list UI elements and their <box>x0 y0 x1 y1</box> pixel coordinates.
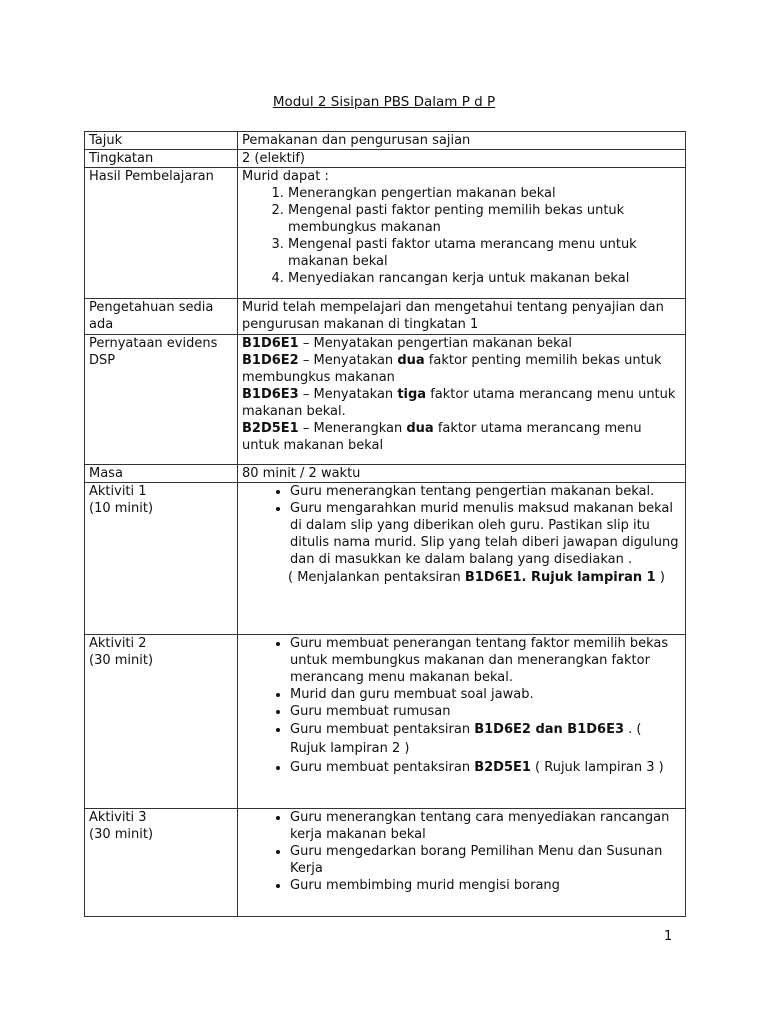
aktiviti-3-item: • Guru menerangkan tentang cara menyediakan rancangan kerja makanan bekal <box>290 809 681 843</box>
note-text: ) <box>655 570 665 585</box>
value-aktiviti-2 <box>238 635 686 809</box>
aktiviti-3-duration: (30 minit) <box>89 827 154 842</box>
evidence-code: B1D6E2 <box>242 353 299 368</box>
value-aktiviti-3 <box>238 809 686 917</box>
label-masa: Masa <box>85 465 238 483</box>
page-number: 1 <box>664 929 673 944</box>
aktiviti-2-item <box>290 720 681 758</box>
label-pernyataan: Pernyataan evidens DSP <box>85 335 238 465</box>
value-masa: 80 minit / 2 waktu <box>238 465 686 483</box>
evidence-text: – Menyatakan pengertian makanan bekal <box>298 336 573 351</box>
aktiviti-1-duration: (10 minit) <box>89 501 154 516</box>
evidence-text: – Menyatakan <box>298 353 398 368</box>
evidence-text: faktor penting memilih bekas untuk membungkus makanan <box>242 353 662 385</box>
label-aktiviti-1 <box>85 483 238 635</box>
aktiviti-2-title: Aktiviti 2 <box>89 636 147 651</box>
value-hasil <box>238 168 686 299</box>
value-pernyataan <box>238 335 686 465</box>
item-text: ( Rujuk lampiran 3 ) <box>530 760 664 775</box>
evidence-text: faktor utama merancang menu untuk makanan bekal. <box>242 387 676 419</box>
evidence-text: – Menyatakan <box>298 387 398 402</box>
aktiviti-1-title: Aktiviti 1 <box>89 484 147 499</box>
value-pengetahuan: Murid telah mempelajari dan mengetahui tentang penyajian dan pengurusan makanan di tingkatan 1 <box>238 299 686 335</box>
aktiviti-1-item: • Guru menerangkan tentang pengertian makanan bekal. <box>290 483 681 500</box>
hasil-item: 4. Menyediakan rancangan kerja untuk makanan bekal <box>288 270 681 287</box>
evidence-emphasis: dua <box>406 421 434 436</box>
evidence-emphasis: dua <box>397 353 425 368</box>
evidence-text: – Menerangkan <box>298 421 407 436</box>
hasil-item: 3. Mengenal pasti faktor utama merancang menu untuk makanan bekal <box>288 236 681 270</box>
aktiviti-3-item: • Guru mengedarkan borang Pemilihan Menu dan Susunan Kerja <box>290 843 681 877</box>
aktiviti-2-item: • Murid dan guru membuat soal jawab. <box>290 686 681 703</box>
evidence-text: faktor utama merancang menu untuk makanan bekal <box>242 421 642 453</box>
item-text: Guru membuat pentaksiran <box>290 760 475 775</box>
hasil-item: 2. Mengenal pasti faktor penting memilih bekas untuk membungkus makanan <box>288 202 681 236</box>
value-aktiviti-1 <box>238 483 686 635</box>
note-emphasis: B1D6E1. Rujuk lampiran 1 <box>464 570 656 585</box>
row-aktiviti-3 <box>85 809 686 917</box>
evidence-code: B2D5E1 <box>242 421 299 436</box>
aktiviti-1-list <box>242 483 681 568</box>
row-tingkatan <box>85 150 686 168</box>
aktiviti-1-assessment-note <box>242 568 681 587</box>
row-tajuk <box>85 132 686 150</box>
row-aktiviti-2 <box>85 635 686 809</box>
evidence-code: B1D6E3 <box>242 387 299 402</box>
label-tajuk: Tajuk <box>85 132 238 150</box>
aktiviti-2-duration: (30 minit) <box>89 653 154 668</box>
hasil-list <box>242 185 681 287</box>
evidence-item <box>242 335 681 352</box>
hasil-intro: Murid dapat : <box>242 169 329 184</box>
evidence-emphasis: tiga <box>397 387 427 402</box>
item-emphasis: B2D5E1 <box>474 760 531 775</box>
item-text: . ( Rujuk lampiran 2 ) <box>290 722 642 756</box>
evidence-item <box>242 386 681 420</box>
value-tingkatan: 2 (elektif) <box>238 150 686 168</box>
item-emphasis: B1D6E2 dan B1D6E3 <box>474 722 625 737</box>
label-pengetahuan: Pengetahuan sedia ada <box>85 299 238 335</box>
row-hasil-pembelajaran <box>85 168 686 299</box>
item-text: Guru membuat pentaksiran <box>290 722 475 737</box>
aktiviti-3-list <box>242 809 681 894</box>
hasil-item: 1. Menerangkan pengertian makanan bekal <box>288 185 681 202</box>
evidence-code: B1D6E1 <box>242 336 299 351</box>
aktiviti-3-item: • Guru membimbing murid mengisi borang <box>290 877 681 894</box>
page-title: Modul 2 Sisipan PBS Dalam P d P <box>272 94 496 110</box>
row-pengetahuan <box>85 299 686 335</box>
aktiviti-2-item <box>290 758 681 777</box>
value-tajuk: Pemakanan dan pengurusan sajian <box>238 132 686 150</box>
label-tingkatan: Tingkatan <box>85 150 238 168</box>
aktiviti-3-title: Aktiviti 3 <box>89 810 147 825</box>
lesson-plan-table <box>84 131 686 917</box>
aktiviti-2-list <box>242 635 681 777</box>
label-hasil: Hasil Pembelajaran <box>85 168 238 299</box>
row-pernyataan-evidens <box>85 335 686 465</box>
row-masa <box>85 465 686 483</box>
aktiviti-1-item: • Guru mengarahkan murid menulis maksud makanan bekal di dalam slip yang diberikan oleh guru. Pastikan slip itu ditulis nama murid. Slip yang telah diberi jawapan digulung dan di masukkan ke dalam balang yang disediakan . <box>290 500 681 568</box>
evidence-item <box>242 352 681 386</box>
row-aktiviti-1 <box>85 483 686 635</box>
label-aktiviti-3 <box>85 809 238 917</box>
label-aktiviti-2 <box>85 635 238 809</box>
aktiviti-2-item: • Guru membuat penerangan tentang faktor memilih bekas untuk membungkus makanan dan menerangkan faktor merancang menu makanan bekal. <box>290 635 681 686</box>
evidence-item <box>242 420 681 454</box>
note-text: ( Menjalankan pentaksiran <box>288 570 465 585</box>
aktiviti-2-item: • Guru membuat rumusan <box>290 703 681 720</box>
